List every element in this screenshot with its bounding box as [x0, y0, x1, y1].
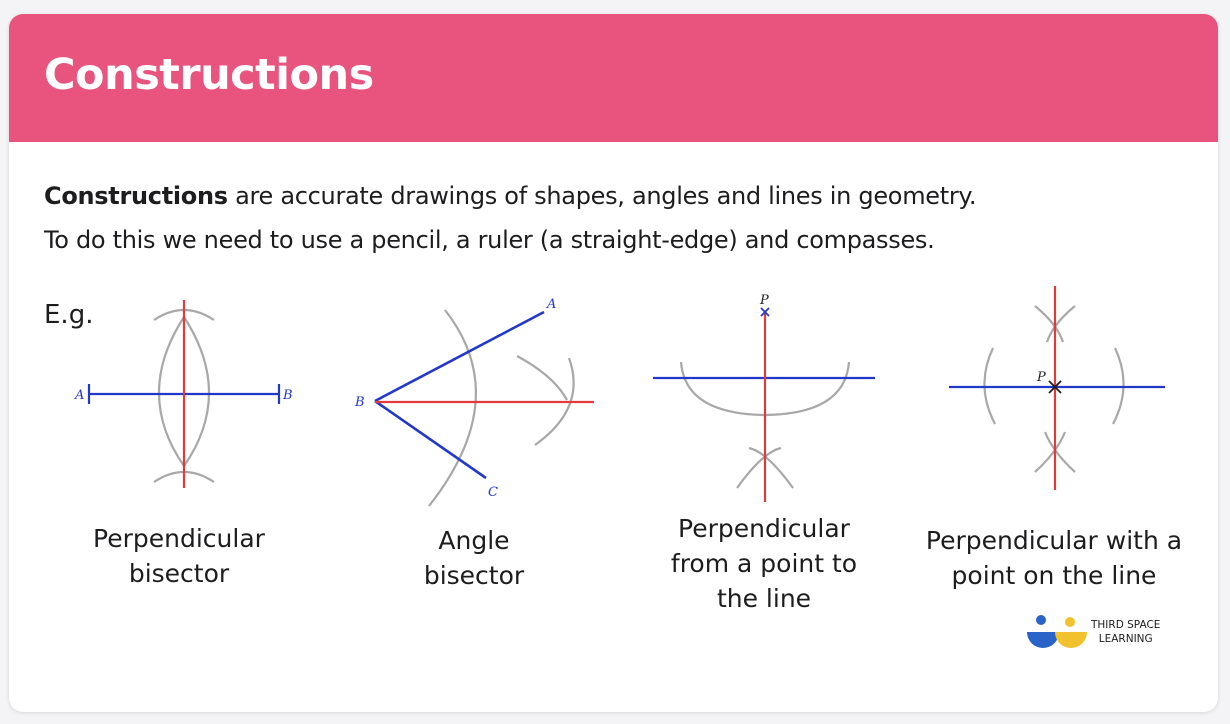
label-p: P — [760, 293, 769, 308]
arc-lower-1 — [737, 448, 781, 488]
constructions-card — [9, 14, 1218, 712]
ray-bc — [375, 401, 486, 478]
perpendicular-bisector-diagram — [69, 294, 309, 514]
label-b: B — [283, 388, 293, 403]
eg-label: E.g. — [44, 300, 94, 330]
perpendicular-point-on-line-diagram — [939, 284, 1179, 514]
arc-bottom-1 — [1045, 432, 1075, 472]
arc-main — [429, 310, 476, 506]
intro-bold-term: Constructions — [44, 182, 228, 210]
caption-angle-bisector — [354, 523, 594, 593]
caption-line: Perpendicular with a — [925, 526, 1183, 555]
arc-left — [159, 317, 184, 466]
label-a: A — [75, 388, 85, 403]
caption-line: Perpendicular — [678, 514, 850, 543]
caption-line: bisector — [423, 561, 525, 590]
label-c: C — [488, 485, 498, 500]
logo-line-2: LEARNING — [1098, 633, 1153, 645]
arc-right — [184, 317, 209, 466]
header-banner — [9, 14, 1218, 142]
caption-perpendicular-from-point — [634, 511, 894, 616]
logo-line-1: THIRD SPACE — [1091, 619, 1161, 631]
intro-text — [44, 174, 1194, 262]
caption-line: point on the line — [951, 561, 1157, 590]
arc-bottom-2 — [1035, 432, 1065, 472]
intro-line-2: To do this we need to use a pencil, a ruler (a straight-edge) and compasses. — [44, 226, 935, 254]
intro-line-1-rest: are accurate drawings of shapes, angles and lines in geometry. — [227, 182, 977, 210]
caption-perpendicular-bisector — [59, 521, 299, 591]
caption-line: the line — [716, 584, 812, 613]
caption-line: from a point to — [670, 549, 858, 578]
perpendicular-from-point-diagram — [645, 288, 885, 518]
label-b: B — [355, 395, 365, 410]
label-p: P — [1037, 370, 1046, 385]
page-title: Constructions — [44, 50, 374, 100]
caption-line: bisector — [128, 559, 230, 588]
arc-intersect-1 — [517, 356, 567, 400]
label-a: A — [547, 297, 557, 312]
caption-perpendicular-point-on-line — [904, 523, 1204, 593]
intro-line-1 — [44, 174, 1194, 218]
angle-bisector-diagram — [339, 288, 619, 518]
caption-line: Angle — [438, 526, 510, 555]
caption-line: Perpendicular — [93, 524, 265, 553]
logo-wordmark — [1091, 618, 1160, 646]
arc-lower-2 — [749, 448, 793, 488]
